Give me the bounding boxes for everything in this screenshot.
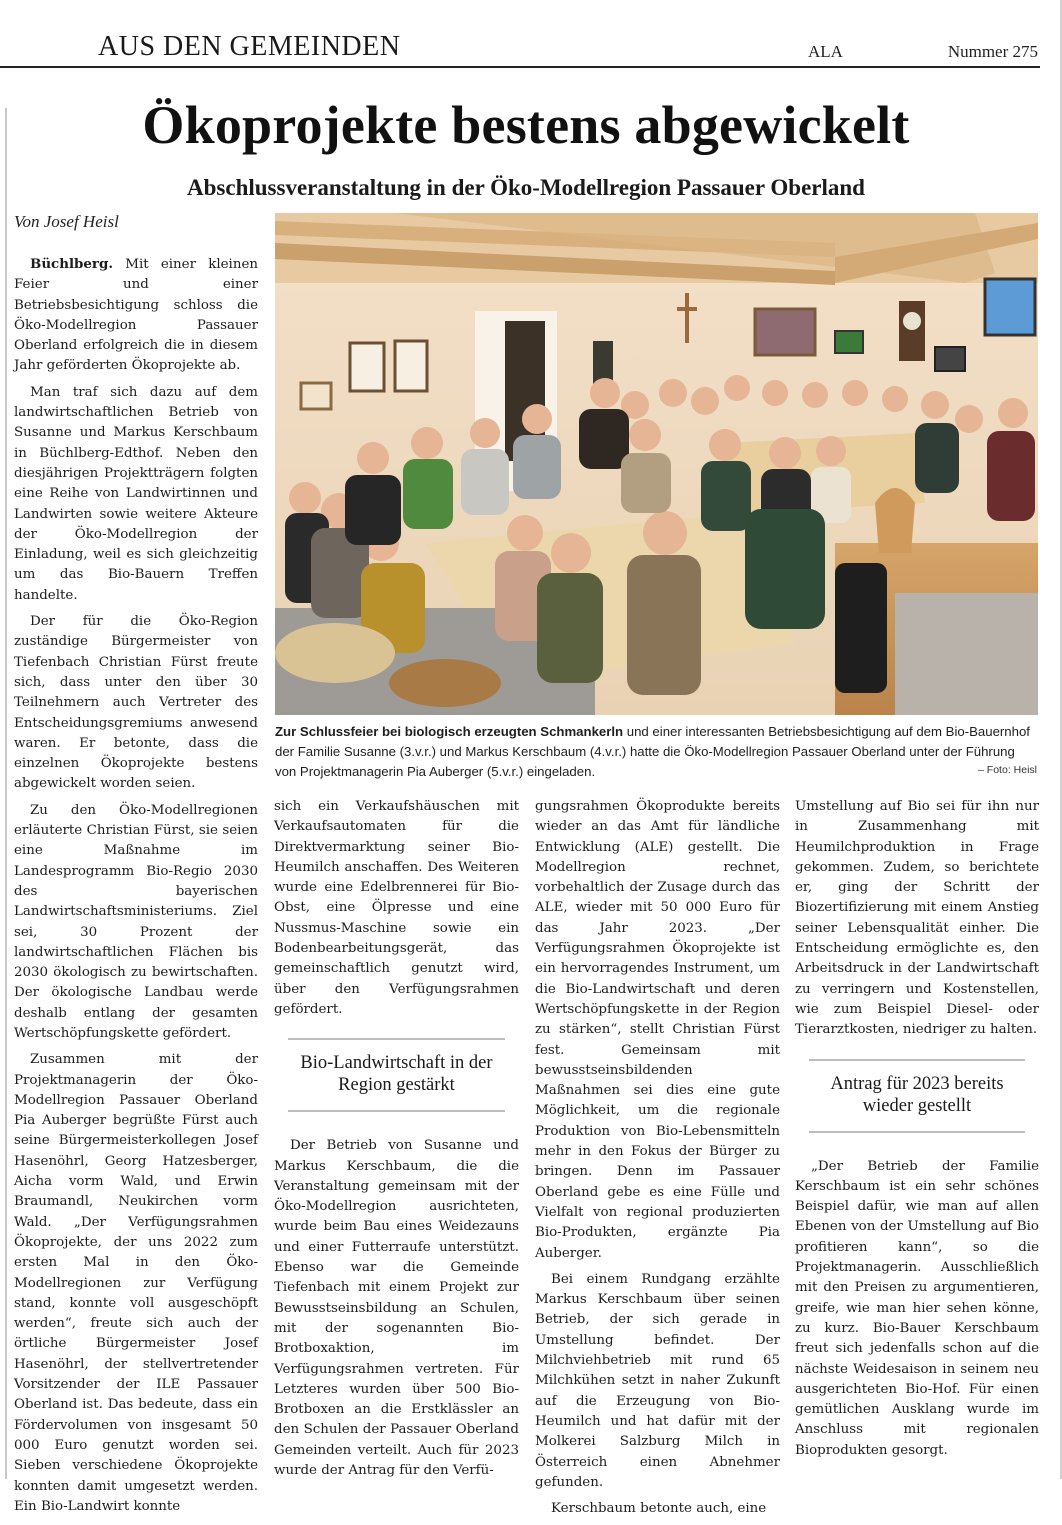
article-column-4 xyxy=(795,797,1039,1467)
paragraph-text: Mit einer kleinen Feier und einer Betriebsbesichtigung schloss die Öko-Modellregion Passauer Oberland erfolgreich die in diesem Jahr geförderten Ökoprojekte ab. xyxy=(14,257,258,374)
article-subheadline: Abschlussveranstaltung in der Öko-Modellregion Passauer Oberland xyxy=(187,175,865,200)
paragraph: Umstellung auf Bio sei für ihn nur in Zusammenhang mit Heumilchproduktion in Frage gekommen. Zudem, so berichtete er, ging der Schritt der Biozertifizierung mit einem Anstieg seiner Lebensqualität einher. Die Entscheidung ermöglichte es, den Arbeitsdruck in der Landwirtschaft zu verringern und Kostenstellen, wie zum Beispiel Diesel- oder Tierarztkosten, niedriger zu halten. xyxy=(795,799,1039,1038)
issue-number: Nummer 275 xyxy=(947,42,1038,61)
paragraph: Der für die Öko-Region zuständige Bürgermeister von Tiefenbach Christian Fürst freute sich, dass unter den über 30 Teilnehmern auch Vertreter des Entscheidungsgremiums anwesend waren. Er betonte, dass die einzelnen Ökoprojekte bestens abgewickelt worden seien. xyxy=(14,614,258,792)
article-column-2 xyxy=(274,797,519,1487)
paragraph: „Der Betrieb der Familie Kerschbaum ist ein sehr schönes Beispiel dafür, wie man auf allen Ebenen von der Umstellung auf Bio profitieren kann“, so die Projektmanagerin. Ausschließlich mit den Preisen zu argumentieren, greife, wie man hier sehen könne, zu kurz. Bio-Bauer Kerschbaum freut sich jedenfalls schon auf die nächste Weidesaison in seinem neu ausgerichteten Bio-Hof. Für einen gemütlichen Ausklang wurde im Anschluss mit regionalen Bioprodukten gesorgt. xyxy=(795,1158,1039,1458)
paragraph: Kerschbaum betonte auch, eine xyxy=(551,1501,767,1517)
article-column-1 xyxy=(14,254,258,1523)
article-headline: Ökoprojekte bestens abgewickelt xyxy=(142,95,910,155)
section-name: AUS DEN GEMEINDEN xyxy=(98,31,401,62)
paragraph: Zusammen mit der Projektmanagerin der Öko-Modellregion Passauer Oberland Pia Auberger begrüßte Fürst auch seine Bürgermeisterkollegen Josef Hasenöhrl, Georg Hatzesberger, Aicha vorm Wald, und Erwin Braumandl, Neukirchen vorm Wald. „Der Verfügungsrahmen Ökoprojekte, der uns 2022 zum ersten Mal in den Öko-Modellregionen zur Verfügung stand, konnte voll ausgeschöpft werden“, freute sich auch der örtliche Bürgermeister Josef Hasenöhrl, der stellvertretender Vorsitzender der ILE Passauer Oberland ist. Das bedeute, dass ein Fördervolumen von insgesamt 50 000 Euro genutzt worden sei. Sieben verschiedene Ökoprojekte konnten damit umgesetzt werden. Ein Bio-Landwirt konnte xyxy=(14,1052,258,1514)
paragraph: sich ein Verkaufshäuschen mit Verkaufsautomaten für die Direktvermarktung seiner Bio-Heumilch anschaffen. Des Weiteren wurde eine Edelbrennerei für Bio-Obst, eine Ölpresse und eine Nussmus-Maschine sowie ein Bodenbearbeitungsgerät, das gemeinschaftlich genutzt wird, über den Verfügungsrahmen gefördert. xyxy=(274,799,519,1017)
paragraph: Bei einem Rundgang erzählte Markus Kerschbaum über seinen Betrieb, der sich gerade in Umstellung befindet. Der Milchviehbetrieb mit rund 65 Milchkühen setzt in naher Zukunft auf die Erzeugung von Bio-Heumilch und hat dafür mit der Molkerei Salzburg Milch in Österreich einen Abnehmer gefunden. xyxy=(535,1271,780,1490)
caption-lead: Zur Schlussfeier bei biologisch erzeugten Schmankerln xyxy=(275,724,624,739)
article-photo xyxy=(275,213,1038,715)
edition-label: ALA xyxy=(808,42,843,61)
photo-credit: – Foto: Heisl xyxy=(978,764,1037,776)
section-subhead: Bio-Landwirtschaft in der Region gestärkt xyxy=(288,1038,505,1112)
page-header xyxy=(0,28,1040,68)
group-photo-illustration xyxy=(275,213,1038,715)
article-column-3 xyxy=(535,797,780,1525)
paragraph: gungsrahmen Ökoprodukte bereits wieder an das Amt für ländliche Entwicklung (ALE) gestellt. Die Modellregion rechnet, vorbehaltlich der Zusage durch das ALE, wieder mit 50 000 Euro für das Jahr 2023. „Der Verfügungsrahmen Ökoprojekte ist ein hervorragendes Instrument, um die Bio-Landwirtschaft und deren Wertschöpfungskette in der Region zu stärken“, stellt Christian Fürst fest. Gemeinsam mit bewusstseinsbildenden Maßnahmen sei dies eine gute Möglichkeit, um die regionale Produktion von Bio-Lebensmitteln mehr in den Fokus der Bürger zu bringen. Denn im Passauer Oberland gebe es eine Fülle und Vielfalt von regional produzierten Bio-Produkten, ergänzte Pia Auberger. xyxy=(535,799,780,1261)
paragraph: Man traf sich dazu auf dem landwirtschaftlichen Betrieb von Susanne und Markus Kerschbaum in Büchlberg-Edthof. Neben den diesjährigen Projektträgern folgten eine Reihe von Landwirtinnen und Landwirten sowie weitere Akteure der Öko-Modellregion der Einladung, weil es sich gleichzeitig um das Bio-Bauern Treffen handelte. xyxy=(14,384,258,603)
section-subhead: Antrag für 2023 bereits wieder gestellt xyxy=(809,1059,1025,1133)
photo-caption xyxy=(275,722,1039,782)
byline: Von Josef Heisl xyxy=(14,212,119,231)
paragraph xyxy=(14,254,258,377)
paragraph: Zu den Öko-Modellregionen erläuterte Christian Fürst, sie seien eine Maßnahme im Landesprogramm Bio-Regio 2030 des bayerischen Landwirtschaftsministeriums. Ziel sei, 30 Prozent der landwirtschaftlichen Flächen bis 2030 ökologisch zu bewirtschaften. Der ökologische Landbau werde deshalb entlang der gesamten Wertschöpfungskette gefördert. xyxy=(14,802,258,1041)
paragraph: Der Betrieb von Susanne und Markus Kerschbaum, die die Veranstaltung gemeinsam mit der Öko-Modellregion ausrichteten, wurde beim Bau eines Weidezauns und einer Futterraufe unterstützt. Ebenso war die Gemeinde Tiefenbach mit einem Projekt zur Bewusstseinsbildung an Schulen, mit der sogenannten Bio-Brotboxaktion, im Verfügungsrahmen vertreten. Für Letzteres wurden über 500 Bio-Brotboxen an die Erstklässler an den Schulen der Passauer Oberland Gemeinden verteilt. Auch für 2023 wurde der Antrag für den Verfü- xyxy=(274,1138,519,1479)
caption-text: und einer interessanten Betriebsbesichtigung auf dem Bio-Bauernhof der Familie Susanne (3.v.r.) und Markus Kerschbaum (4.v.r.) hatte die Öko-Modellregion Passauer Oberland unter der Führung von Projektmanagerin Pia Auberger (5.v.r.) eingeladen. xyxy=(275,724,1030,779)
dateline: Büchlberg. xyxy=(30,256,113,272)
page-margin-rule xyxy=(5,108,7,1479)
